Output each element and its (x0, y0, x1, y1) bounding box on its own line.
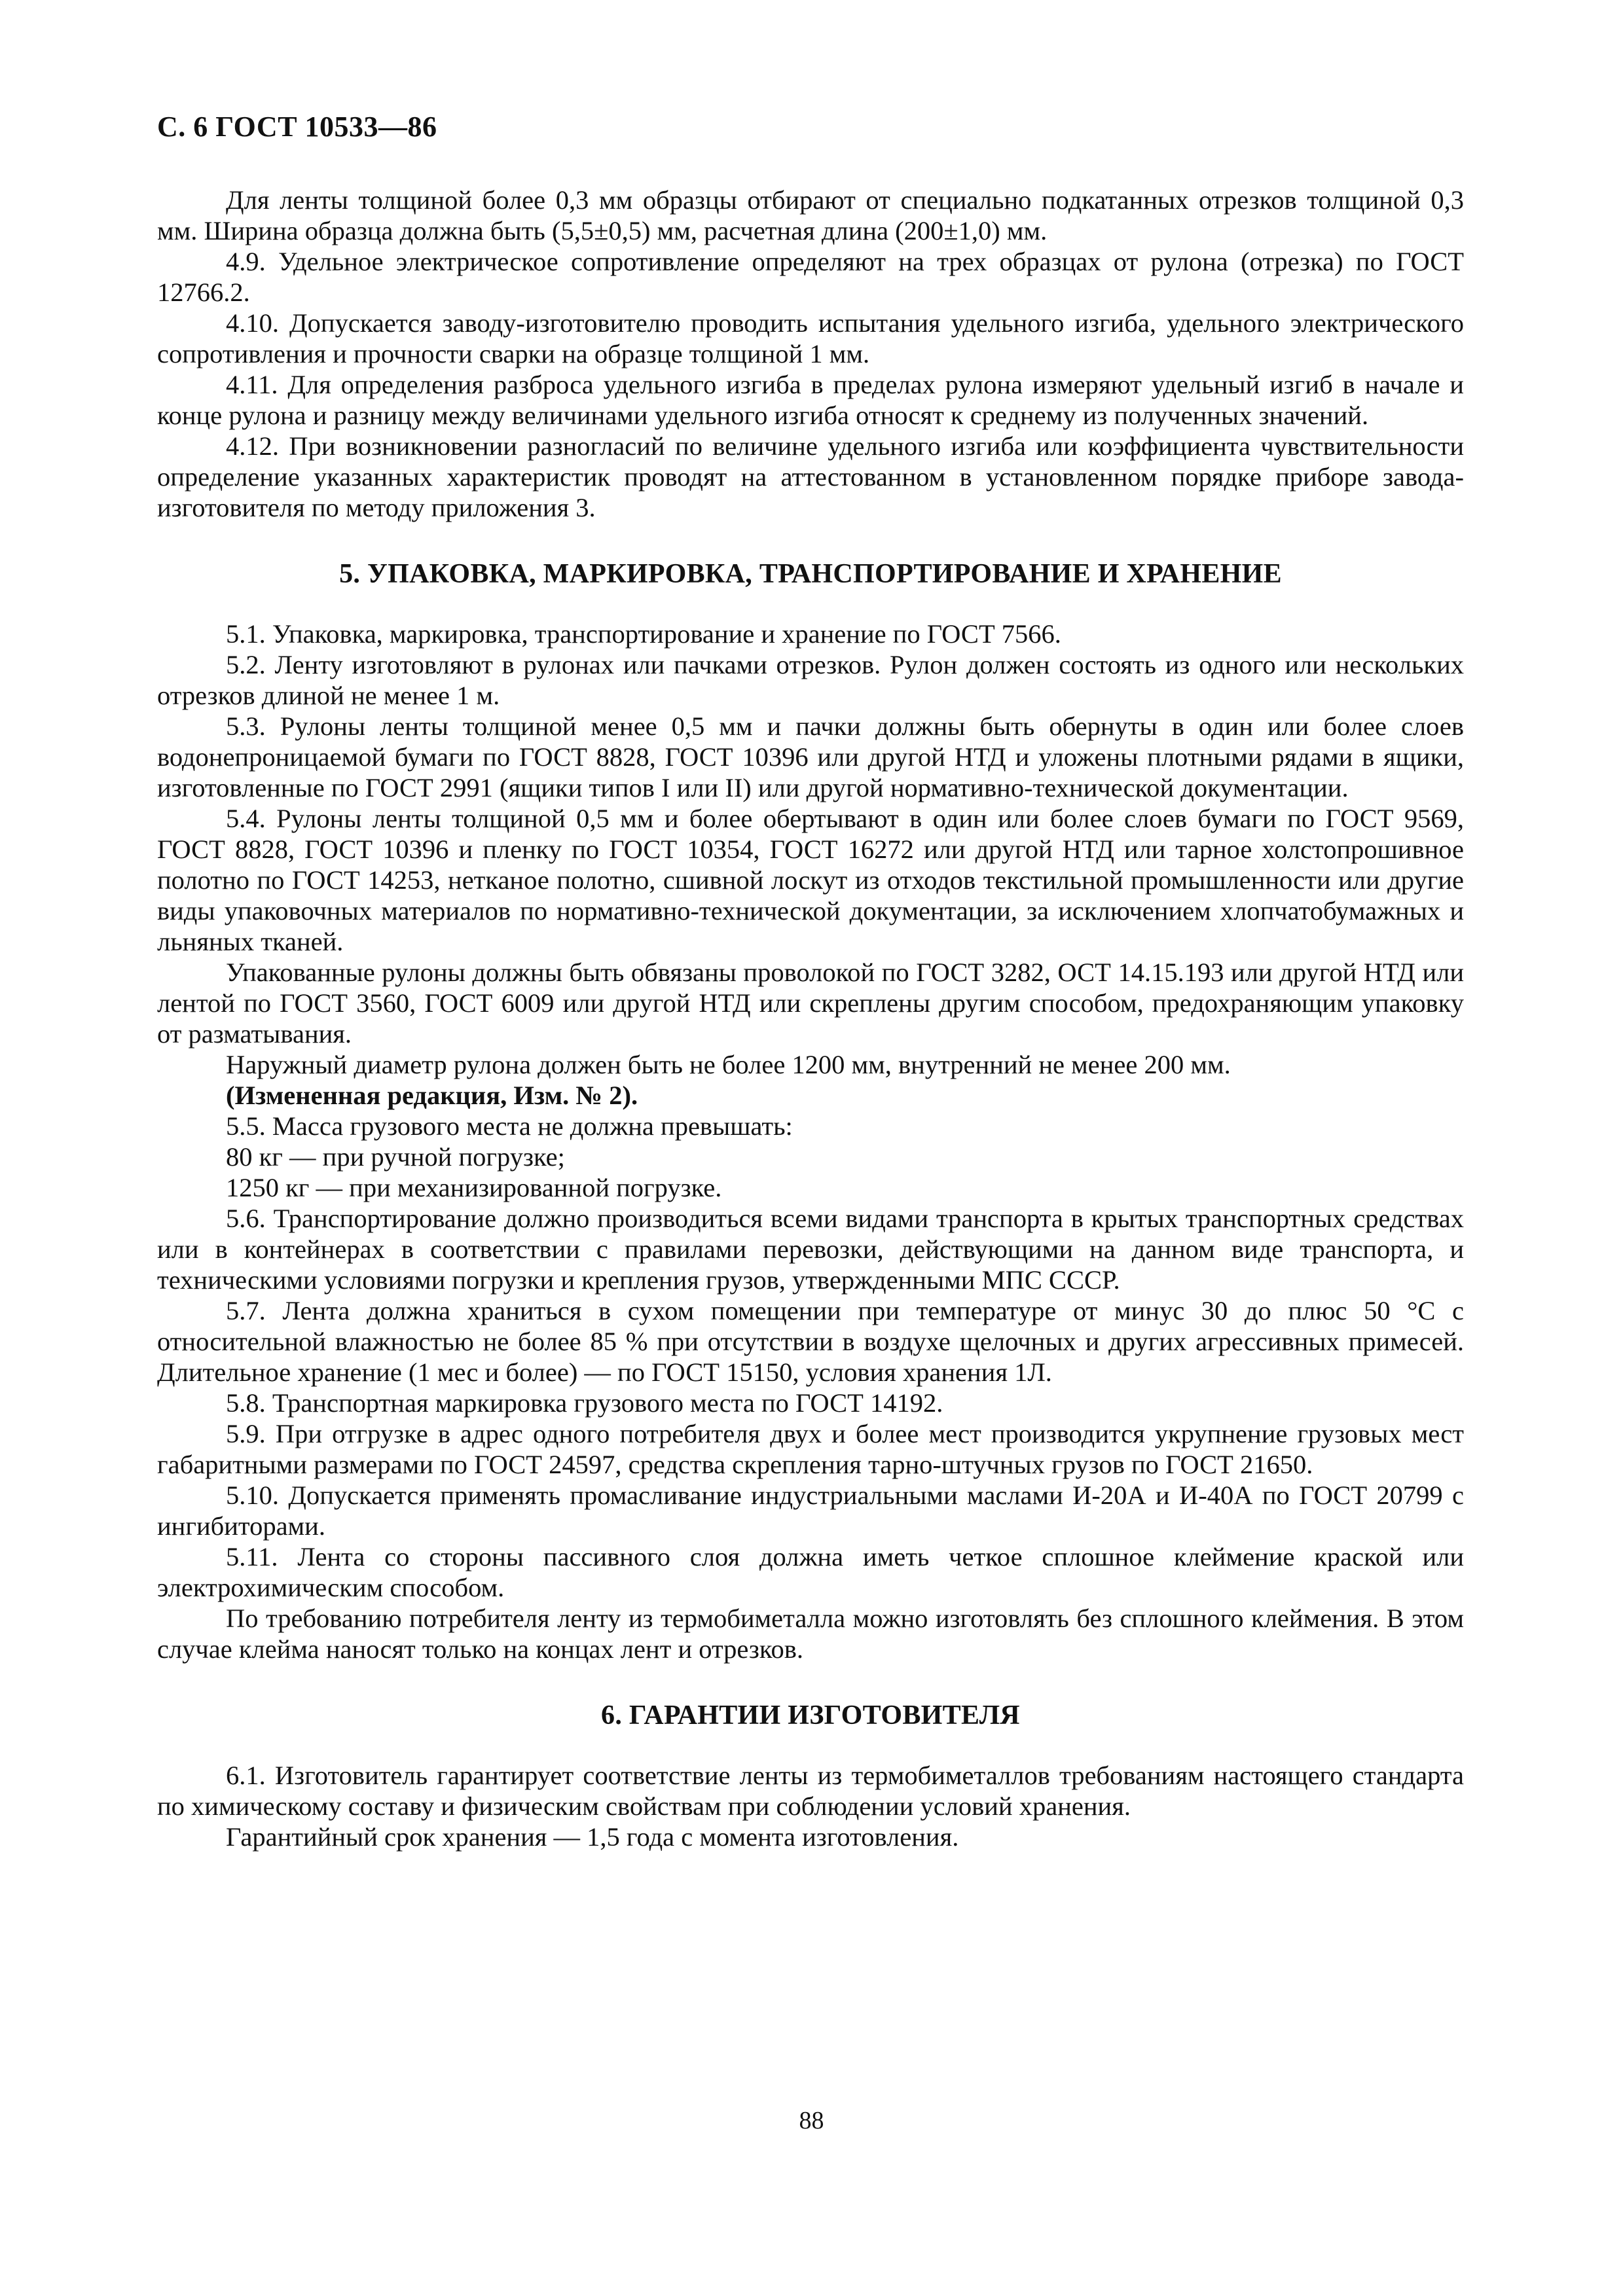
paragraph-5-5: 5.5. Масса грузового места не должна превышать: (226, 1111, 793, 1141)
body-text (157, 185, 1464, 1852)
paragraph-5-4-packing: Упакованные рулоны должны быть обвязаны проволокой по ГОСТ 3282, ОСТ 14.15.193 или другой НТД или лентой по ГОСТ 3560, ГОСТ 6009 или другой НТД или скреплены другим способом, предохраняющим упаковку от разматывания. (157, 958, 1464, 1049)
amendment-note: (Измененная редакция, Изм. № 2). (226, 1081, 638, 1110)
paragraph-4-8-cont: Для ленты толщиной более 0,3 мм образцы отбирают от специально подкатанных отрезков толщиной 0,3 мм. Ширина образца должна быть (5,5±0,5) мм, расчетная длина (200±1,0) мм. (157, 185, 1464, 245)
paragraph-5-8: 5.8. Транспортная маркировка грузового места по ГОСТ 14192. (226, 1388, 943, 1418)
paragraph-5-10: 5.10. Допускается применять промасливание индустриальными маслами И-20А и И-40А по ГОСТ 20799 с ингибиторами. (157, 1480, 1464, 1541)
running-head: С. 6 ГОСТ 10533—86 (157, 111, 437, 143)
paragraph-5-4: 5.4. Рулоны ленты толщиной 0,5 мм и более обертывают в один или более слоев бумаги по ГОСТ 9569, ГОСТ 8828, ГОСТ 10396 и пленку по ГОСТ 10354, ГОСТ 16272 или другой НТД или тарное холстопрошивное полотно по ГОСТ 14253, нетканое полотно, сшивной лоскут из отходов текстильной промышленности или другие виды упаковочных материалов по нормативно-технической документации, за исключением хлопчатобумажных и льняных тканей. (157, 804, 1464, 956)
paragraph-5-9: 5.9. При отгрузке в адрес одного потребителя двух и более мест производится укрупнение грузовых мест габаритными размерами по ГОСТ 24597, средства скрепления тарно-штучных грузов по ГОСТ 21650. (157, 1419, 1464, 1479)
paragraph-5-1: 5.1. Упаковка, маркировка, транспортирование и хранение по ГОСТ 7566. (226, 619, 1061, 649)
paragraph-5-5-mechanized: 1250 кг — при механизированной погрузке. (226, 1173, 722, 1202)
paragraph-5-5-manual: 80 кг — при ручной погрузке; (226, 1142, 565, 1172)
paragraph-5-6: 5.6. Транспортирование должно производиться всеми видами транспорта в крытых транспортных средствах или в контейнерах в соответствии с правилами перевозки, действующими на данном виде транспорта, и техническими условиями погрузки и крепления грузов, утвержденными МПС СССР. (157, 1204, 1464, 1295)
paragraph-4-11: 4.11. Для определения разброса удельного изгиба в пределах рулона измеряют удельный изгиб в начале и конце рулона и разницу между величинами удельного изгиба относят к среднему из полученных значений. (157, 370, 1464, 430)
paragraph-5-4-diameter: Наружный диаметр рулона должен быть не более 1200 мм, внутренний не менее 200 мм. (226, 1050, 1231, 1079)
paragraph-6-1-warranty: Гарантийный срок хранения — 1,5 года с момента изготовления. (226, 1822, 959, 1852)
section-5-heading: 5. УПАКОВКА, МАРКИРОВКА, ТРАНСПОРТИРОВАНИЕ И ХРАНЕНИЕ (339, 559, 1282, 589)
paragraph-5-11: 5.11. Лента со стороны пассивного слоя должна иметь четкое сплошное клеймение краской или электрохимическим способом. (157, 1542, 1464, 1602)
paragraph-4-9: 4.9. Удельное электрическое сопротивление определяют на трех образцах от рулона (отрезка) по ГОСТ 12766.2. (157, 247, 1464, 307)
paragraph-5-11-request: По требованию потребителя ленту из термобиметалла можно изготовлять без сплошного клеймения. В этом случае клейма наносят только на концах лент и отрезков. (157, 1604, 1464, 1664)
section-6-heading: 6. ГАРАНТИИ ИЗГОТОВИТЕЛЯ (601, 1700, 1020, 1731)
paragraph-6-1: 6.1. Изготовитель гарантирует соответствие ленты из термобиметаллов требованиям настоящего стандарта по химическому составу и физическим свойствам при соблюдении условий хранения. (157, 1761, 1464, 1821)
paragraph-5-3: 5.3. Рулоны ленты толщиной менее 0,5 мм и пачки должны быть обернуты в один или более слоев водонепроницаемой бумаги по ГОСТ 8828, ГОСТ 10396 или другой НТД и уложены плотными рядами в ящики, изготовленные по ГОСТ 2991 (ящики типов I или II) или другой нормативно-технической документации. (157, 711, 1464, 802)
paragraph-5-7: 5.7. Лента должна храниться в сухом помещении при температуре от минус 30 до плюс 50 °С с относительной влажностью не более 85 % при отсутствии в воздухе щелочных и других агрессивных примесей. Длительное хранение (1 мес и более) — по ГОСТ 15150, условия хранения 1Л. (157, 1296, 1464, 1387)
paragraph-5-2: 5.2. Ленту изготовляют в рулонах или пачками отрезков. Рулон должен состоять из одного или нескольких отрезков длиной не менее 1 м. (157, 650, 1464, 710)
page-number: 88 (799, 2107, 824, 2134)
paragraph-4-12: 4.12. При возникновении разногласий по величине удельного изгиба или коэффициента чувствительности определение указанных характеристик проводят на аттестованном в установленном порядке приборе завода-изготовителя по методу приложения 3. (157, 431, 1464, 522)
paragraph-4-10: 4.10. Допускается заводу-изготовителю проводить испытания удельного изгиба, удельного электрического сопротивления и прочности сварки на образце толщиной 1 мм. (157, 308, 1464, 368)
